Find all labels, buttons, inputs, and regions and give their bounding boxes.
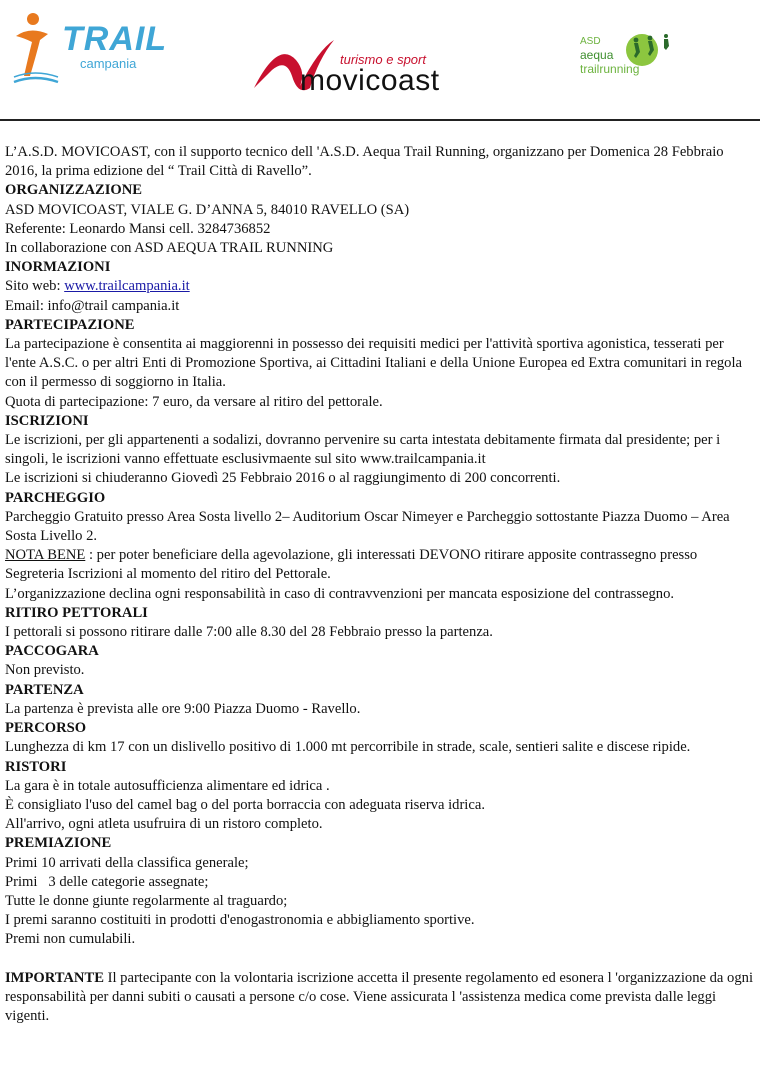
section-title-premiazione: PREMIAZIONE — [5, 835, 112, 852]
importante-paragraph — [5, 969, 757, 1027]
header-divider — [0, 119, 760, 121]
trail-logo-sub: campania — [80, 56, 137, 71]
nota-bene-text: : per poter beneficiare della agevolazione, gli interessati DEVONO ritirare apposite contrassegno presso Segreteria Iscrizioni al momento del ritiro del Pettorale. — [5, 547, 698, 583]
nota-bene-label: NOTA BENE — [5, 547, 86, 564]
section-title-organizzazione: ORGANIZZAZIONE — [5, 182, 143, 199]
section-title-percorso: PERCORSO — [5, 720, 87, 737]
paccogara-text: Non previsto. — [5, 662, 85, 679]
premiazione-line-4: I premi saranno costituiti in prodotti d'enogastronomia e abbigliamento sportive. — [5, 912, 475, 929]
premiazione-line-1: Primi 10 arrivati della classifica generale; — [5, 854, 249, 871]
iscrizioni-text: Le iscrizioni, per gli appartenenti a sodalizi, dovranno pervenire su carta intestata debitamente firmata dal presidente; per i singoli, le iscrizioni vanno effettuate esclusivmaente sul sito www.trailcampania.it — [5, 432, 721, 468]
ristori-line-3: All'arrivo, ogni atleta usufruira di un ristoro completo. — [5, 816, 323, 833]
ritiro-text: I pettorali si possono ritirare dalle 7:00 alle 8.30 del 28 Febbraio presso la partenza. — [5, 624, 493, 641]
partecipazione-quota: Quota di partecipazione: 7 euro, da versare al ritiro del pettorale. — [5, 393, 383, 410]
section-title-ristori: RISTORI — [5, 758, 67, 775]
organizzazione-collaborazione: In collaborazione con ASD AEQUA TRAIL RUNNING — [5, 240, 334, 257]
percorso-text: Lunghezza di km 17 con un dislivello positivo di 1.000 mt percorribile in strade, scale, sentieri salite e discese ripide. — [5, 739, 691, 756]
partecipazione-text: La partecipazione è consentita ai maggiorenni in possesso dei requisiti medici per l'attività sportiva agonistica, tesserati per l'ente A.S.C. o per altri Enti di Promozione Sportiva, ai Cittadini Italiani e della Unione Europea ed Extra comunitari in regola con il permesso di soggiorno in Italia. — [5, 336, 742, 391]
section-title-informazioni: INORMAZIONI — [5, 259, 111, 276]
aequa-name: aequa — [580, 48, 614, 62]
premiazione-line-5: Premi non cumulabili. — [5, 931, 136, 948]
regulation-document — [5, 143, 757, 1026]
aequa-running: running — [599, 62, 640, 76]
site-label: Sito web: — [5, 278, 65, 295]
intro-paragraph: L’A.S.D. MOVICOAST, con il supporto tecnico dell 'A.S.D. Aequa Trail Running, organizzano per Domenica 28 Febbraio 2016, la prima edizione del “ Trail Città di Ravello”. — [5, 144, 724, 180]
importante-label: IMPORTANTE — [5, 969, 104, 986]
premiazione-line-3: Tutte le donne giunte regolarmente al traguardo; — [5, 892, 288, 909]
organizzazione-referente: Referente: Leonardo Mansi cell. 3284736852 — [5, 220, 271, 237]
header-logos — [0, 0, 760, 120]
iscrizioni-close: Le iscrizioni si chiuderanno Giovedì 25 Febbraio 2016 o al raggiungimento di 200 concorrenti. — [5, 470, 561, 487]
section-title-paccogara: PACCOGARA — [5, 643, 99, 660]
movicoast-tagline: turismo e sport — [340, 52, 426, 67]
ristori-line-1: La gara è in totale autosufficienza alimentare ed idrica . — [5, 777, 330, 794]
aequa-trail-running-logo — [578, 28, 688, 88]
informazioni-email: Email: info@trail campania.it — [5, 297, 180, 314]
aequa-asd: ASD — [580, 36, 601, 47]
parcheggio-nota — [5, 546, 757, 584]
ristori-line-2: È consigliato l'uso del camel bag o del porta borraccia con adeguata riserva idrica. — [5, 796, 485, 813]
site-link[interactable]: www.trailcampania.it — [64, 278, 190, 295]
spacer — [5, 950, 757, 969]
section-title-ritiro: RITIRO PETTORALI — [5, 604, 148, 621]
partenza-text: La partenza è prevista alle ore 9:00 Piazza Duomo - Ravello. — [5, 700, 361, 717]
parcheggio-text: Parcheggio Gratuito presso Area Sosta livello 2– Auditorium Oscar Nimeyer e Parcheggio sottostante Piazza Duomo – Area Sosta Livello 2. — [5, 508, 730, 545]
organizzazione-address: ASD MOVICOAST, VIALE G. D’ANNA 5, 84010 RAVELLO (SA) — [5, 201, 410, 218]
movicoast-word: movicoast — [300, 64, 440, 97]
section-title-partecipazione: PARTECIPAZIONE — [5, 316, 135, 333]
premiazione-line-2: Primi 3 delle categorie assegnate; — [5, 873, 209, 890]
aequa-trail-running — [580, 62, 639, 76]
section-title-iscrizioni: ISCRIZIONI — [5, 412, 89, 429]
informazioni-site — [5, 277, 757, 296]
importante-text: Il partecipante con la volontaria iscrizione accetta il presente regolamento ed esonera l 'organizzazione da ogni responsabilità per danni subiti o causati a persone c/o cose. Viene assicurata l 'assistenza medica come prevista dalle leggi vigenti. — [5, 969, 754, 1024]
aequa-trail: trail — [580, 62, 600, 76]
trail-logo-word: TRAIL — [62, 20, 168, 58]
section-title-parcheggio: PARCHEGGIO — [5, 489, 106, 506]
parcheggio-disclaimer: L’organizzazione declina ogni responsabilità in caso di contravvenzioni per mancata esposizione del contrassegno. — [5, 585, 675, 602]
section-title-partenza: PARTENZA — [5, 681, 84, 698]
